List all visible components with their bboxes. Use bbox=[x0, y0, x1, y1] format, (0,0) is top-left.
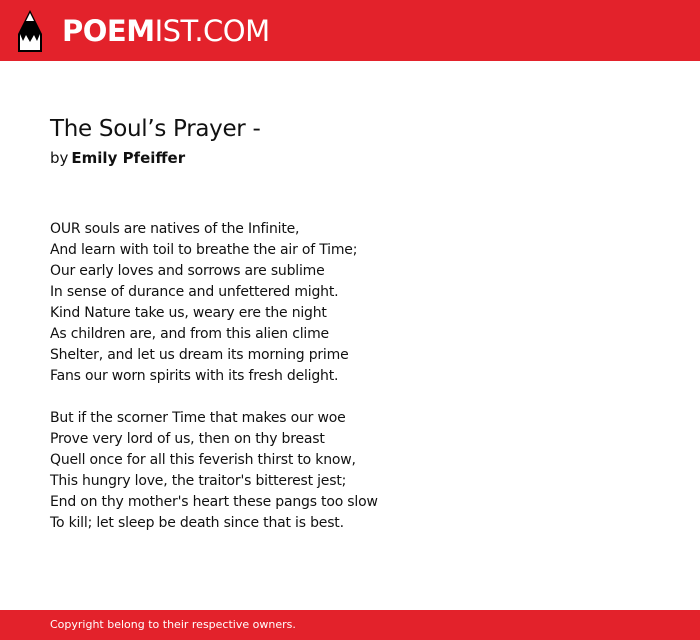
byline bbox=[50, 149, 185, 167]
poem-line: To kill; let sleep be death since that is best. bbox=[50, 515, 344, 531]
stanza bbox=[50, 408, 650, 534]
stanza bbox=[50, 219, 650, 387]
poem-line: Prove very lord of us, then on thy breast bbox=[50, 431, 325, 447]
site-header bbox=[0, 0, 700, 61]
poem-line: End on thy mother's heart these pangs too slow bbox=[50, 494, 378, 510]
poem-line: Quell once for all this feverish thirst to know, bbox=[50, 452, 356, 468]
poem-line: OUR souls are natives of the Infinite, bbox=[50, 221, 300, 237]
by-label: by bbox=[50, 149, 69, 167]
poem-line: Our early loves and sorrows are sublime bbox=[50, 263, 325, 279]
poem-line: And learn with toil to breathe the air of Time; bbox=[50, 242, 358, 258]
poem-line: Fans our worn spirits with its fresh delight. bbox=[50, 368, 339, 384]
poem-line: As children are, and from this alien clime bbox=[50, 326, 329, 342]
poem-line: In sense of durance and unfettered might. bbox=[50, 284, 339, 300]
author-name[interactable]: Emily Pfeiffer bbox=[71, 149, 186, 167]
brand-bold: POEM bbox=[62, 14, 155, 48]
site-footer bbox=[0, 610, 700, 640]
poem-body bbox=[50, 219, 650, 555]
pencil-tip-icon bbox=[18, 10, 42, 52]
poem-line: This hungry love, the traitor's bitterest jest; bbox=[50, 473, 347, 489]
poem-line: Kind Nature take us, weary ere the night bbox=[50, 305, 327, 321]
site-logo-text bbox=[62, 10, 270, 52]
poem-line: Shelter, and let us dream its morning prime bbox=[50, 347, 349, 363]
site-logo-link[interactable] bbox=[18, 10, 270, 52]
poem-title: The Soul’s Prayer - bbox=[50, 116, 261, 142]
poem-line: But if the scorner Time that makes our woe bbox=[50, 410, 346, 426]
copyright-notice: Copyright belong to their respective owners. bbox=[50, 618, 296, 631]
brand-light: IST.COM bbox=[154, 14, 270, 48]
